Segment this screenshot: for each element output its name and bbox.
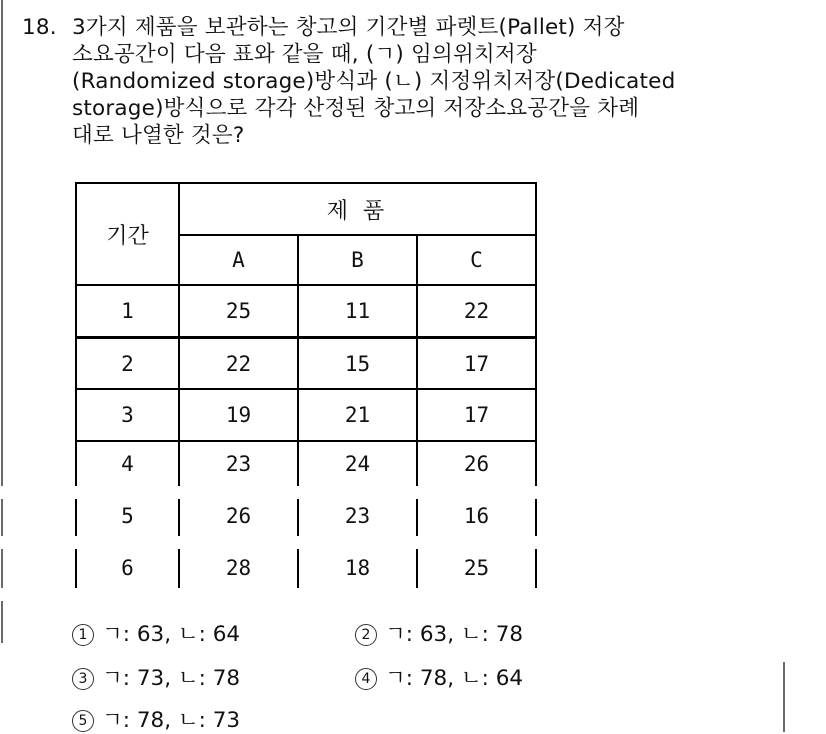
header-col-c: C	[470, 248, 483, 272]
left-margin-line-segment	[1, 499, 3, 536]
option-text: ㄱ: 63, ㄴ: 64	[102, 622, 241, 647]
value-cell: 21	[344, 403, 371, 427]
option-5[interactable]	[72, 703, 240, 734]
value-cell: 23	[225, 452, 252, 476]
option-marker-icon: 5	[72, 710, 94, 732]
value-cell: 18	[344, 556, 371, 580]
value-cell: 25	[225, 299, 252, 323]
value-cell: 16	[463, 504, 490, 528]
left-margin-line-segment	[1, 601, 3, 643]
header-col-a: A	[232, 248, 245, 272]
period-cell: 2	[121, 351, 134, 376]
option-4[interactable]	[355, 661, 523, 692]
value-cell: 25	[463, 556, 490, 580]
period-cell: 1	[121, 299, 134, 323]
option-text: ㄱ: 78, ㄴ: 73	[102, 708, 241, 733]
left-margin-line-segment	[1, 549, 3, 588]
header-product: 제 품	[326, 198, 389, 224]
value-cell: 17	[463, 403, 490, 427]
question-line: 3가지 제품을 보관하는 창고의 기간별 파렛트(Pallet) 저장	[72, 15, 625, 40]
option-2[interactable]	[355, 617, 523, 648]
value-cell: 19	[225, 403, 252, 427]
table-rule	[535, 182, 537, 486]
value-cell: 26	[463, 452, 490, 476]
option-3[interactable]	[72, 661, 240, 692]
period-cell: 6	[121, 556, 134, 580]
option-text: ㄱ: 78, ㄴ: 64	[385, 666, 524, 691]
question-number: 18.	[22, 15, 57, 40]
question-line: 소요공간이 다음 표와 같을 때, (ㄱ) 임의위치저장	[72, 42, 537, 67]
period-cell: 4	[121, 452, 134, 476]
period-cell: 5	[121, 504, 134, 528]
left-margin-line	[1, 0, 3, 486]
option-marker-icon: 4	[355, 668, 377, 690]
table-rule	[535, 549, 537, 588]
option-marker-icon: 3	[72, 668, 94, 690]
option-1[interactable]	[72, 617, 240, 648]
table-rule	[535, 499, 537, 536]
question-text	[72, 14, 792, 149]
right-margin-line	[783, 662, 785, 732]
question-line: (Randomized storage)방식과 (ㄴ) 지정위치저장(Dedicated	[72, 69, 676, 94]
option-text: ㄱ: 63, ㄴ: 78	[385, 622, 524, 647]
option-marker-icon: 1	[72, 624, 94, 646]
value-cell: 22	[463, 299, 490, 323]
value-cell: 24	[344, 452, 371, 476]
value-cell: 26	[225, 504, 252, 528]
value-cell: 28	[225, 556, 252, 580]
value-cell: 23	[344, 504, 371, 528]
value-cell: 15	[344, 351, 371, 376]
value-cell: 11	[344, 299, 371, 323]
header-col-b: B	[351, 248, 364, 272]
question-line: storage)방식으로 각각 산정된 창고의 저장소요공간을 차례	[72, 96, 640, 121]
value-cell: 17	[463, 351, 490, 376]
option-marker-icon: 2	[355, 624, 377, 646]
period-cell: 3	[121, 403, 134, 427]
question-line: 대로 나열한 것은?	[72, 123, 245, 148]
option-text: ㄱ: 73, ㄴ: 78	[102, 666, 241, 691]
header-period: 기간	[106, 223, 149, 249]
value-cell: 22	[225, 351, 252, 376]
